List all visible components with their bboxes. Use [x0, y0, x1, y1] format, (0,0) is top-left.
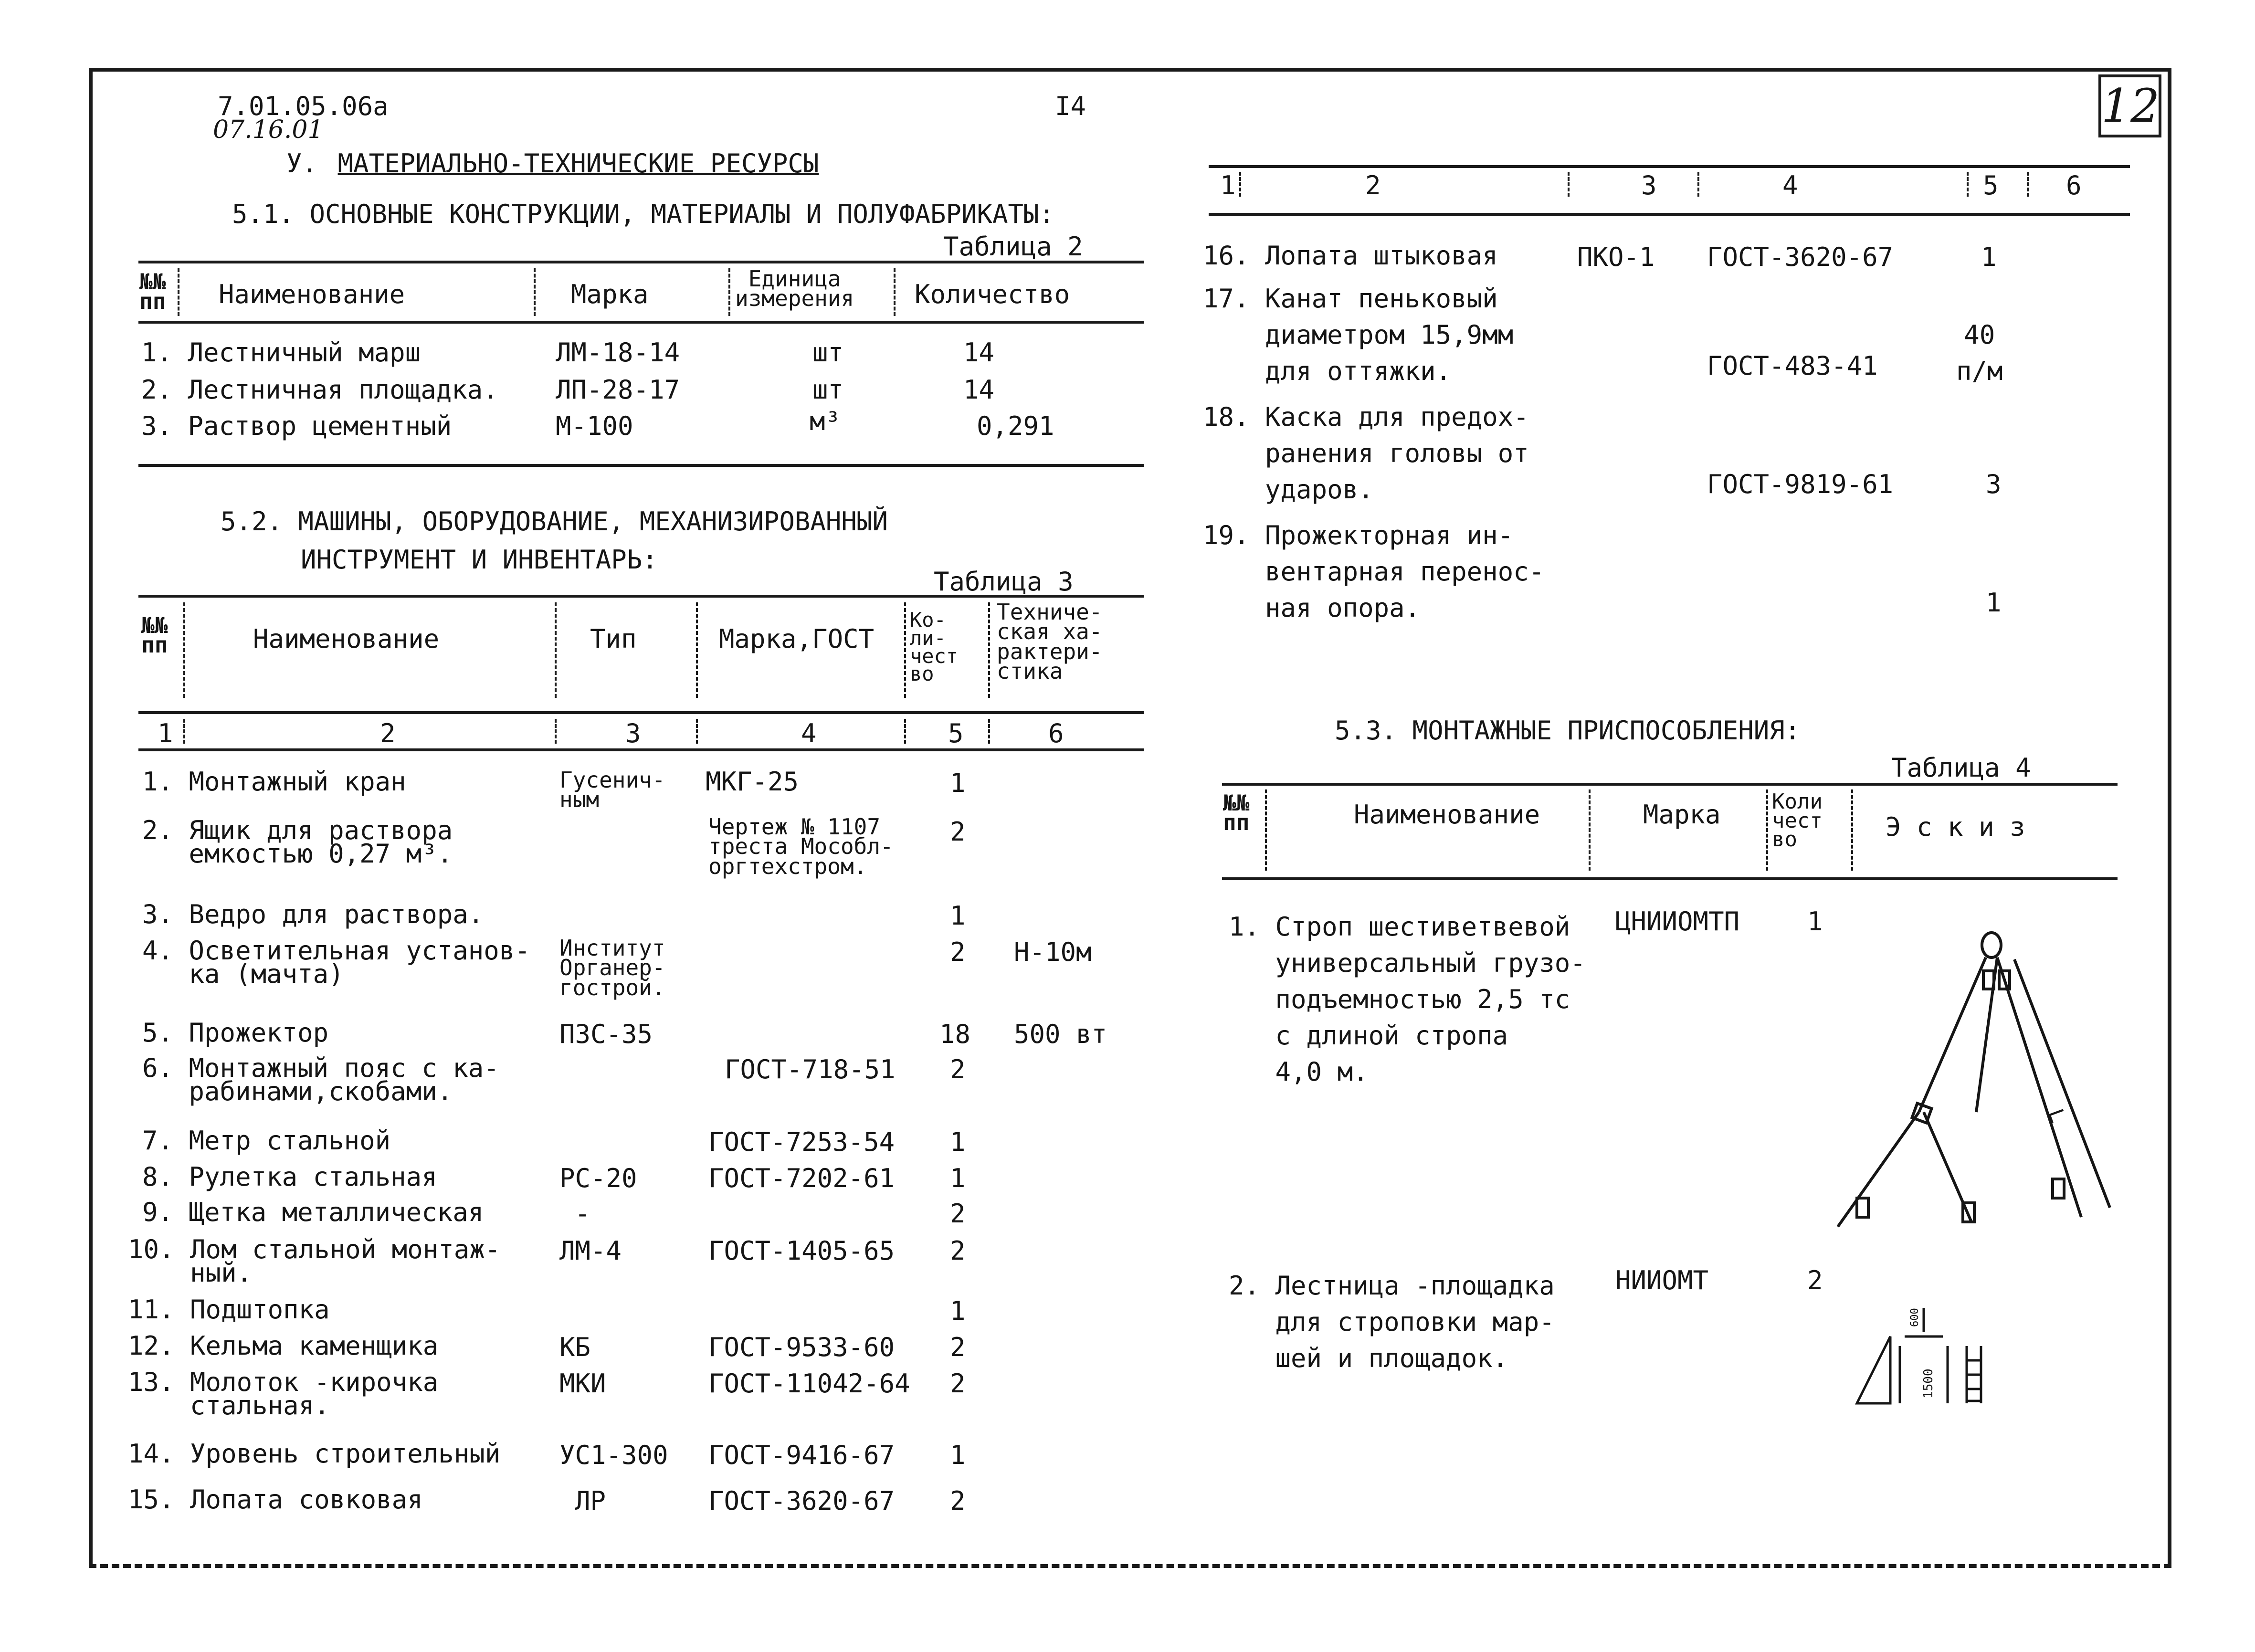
table3-row-qty: 2 [950, 1368, 966, 1399]
table3-cont-divider [1568, 172, 1570, 197]
table3-divider [988, 719, 990, 744]
table3-cont-divider [2027, 172, 2029, 197]
table2-divider [728, 268, 730, 316]
table3-row-type: КБ [559, 1332, 591, 1362]
table2-row-unit: м³ [810, 406, 841, 436]
section-title-text: МАТЕРИАЛЬНО-ТЕХНИЧЕСКИЕ РЕСУРСЫ [337, 148, 819, 179]
section-title-prefix: У. [286, 148, 318, 179]
table3-header-name: Наименование [253, 624, 440, 654]
table3-row-mark: ГОСТ-7202-61 [708, 1163, 895, 1193]
table3-row-qty: 1 [950, 768, 966, 798]
section-title [286, 148, 819, 179]
table3-row-type: УС1-300 [559, 1440, 668, 1470]
table2-caption: Таблица 2 [943, 231, 1083, 262]
table3-cont-row-name: 19. Прожекторная ин- вентарная перенос- ная опора. [1203, 520, 1545, 623]
table2-row-name: 2. Лестничная площадка. [141, 375, 498, 405]
sling-sketch [1823, 931, 2129, 1246]
table2-header-num: №№ пп [139, 269, 166, 315]
table2-header-mark: Марка [571, 279, 649, 309]
table3-cont-row-name: 16. Лопата штыковая [1203, 241, 1498, 271]
table3-cont-row-qty: 3 [1986, 469, 2002, 499]
table3-row-name: 2. Ящик для раствора емкостью 0,27 м³. [142, 815, 453, 869]
subsection-5-1-title: 5.1. ОСНОВНЫЕ КОНСТРУКЦИИ, МАТЕРИАЛЫ И ПОЛУФАБРИКАТЫ: [232, 199, 1055, 229]
table3-cont-row-type: ПКО-1 [1577, 242, 1655, 272]
table4-row-qty: 1 [1807, 906, 1823, 936]
table3-row-type: РС-20 [559, 1163, 637, 1193]
table3-divider [904, 602, 906, 698]
table3-row-qty: 1 [950, 1127, 966, 1157]
table3-cont-row-name: 17. Канат пеньковый диаметром 15,9мм для оттяжки. [1203, 284, 1514, 386]
table3-header-rule [138, 711, 1144, 714]
table3-row-qty: 1 [950, 1163, 966, 1193]
table3-cont-header-rule [1209, 213, 2130, 216]
table3-row-qty: 2 [950, 1332, 966, 1362]
table3-cont-colnum: 2 [1365, 170, 1381, 200]
table2-row-name: 3. Раствор цементный [141, 411, 452, 441]
handwritten-code: 07.16.01 [213, 116, 324, 144]
table3-row-type: Институт Органер- гострой. [559, 935, 665, 1000]
ladder-dim-top: 600 [1909, 1308, 1921, 1327]
table3-divider [904, 719, 906, 744]
table3-cont-row-mark: ГОСТ-483-41 [1707, 351, 1878, 381]
table3-row-mark: ГОСТ-3620-67 [708, 1486, 895, 1516]
table3-row-name: 15. Лопата совковая [128, 1484, 423, 1515]
table3-row-name: 9. Щетка металлическая [142, 1197, 484, 1227]
table4-header-mark: Марка [1643, 800, 1721, 830]
table3-header-num: №№ пп [141, 612, 168, 658]
table3-cont-row-qty: 40 п/м [1956, 320, 2003, 386]
table3-row-qty: 2 [950, 1236, 966, 1266]
table3-row-qty: 2 [950, 937, 966, 967]
table3-row-mark: ГОСТ-1405-65 [708, 1236, 895, 1266]
table2-header-qty: Количество [915, 279, 1070, 309]
table3-row-type: Гусенич- ным [559, 767, 665, 813]
ladder-dim-height: 1500 [1921, 1368, 1936, 1399]
table4-row-name: 2. Лестница -площадка для строповки мар- шей и площадок. [1229, 1271, 1555, 1373]
table4-row-name: 1. Строп шестиветвевой универсальный грузо- подъемностью 2,5 тс с длиной стропа 4,0 м. [1229, 912, 1586, 1087]
table2-top-rule [138, 261, 1144, 263]
table4-header-name: Наименование [1354, 800, 1540, 830]
doc-code: 7.01.05.06а [218, 91, 389, 121]
table3-caption: Таблица 3 [934, 567, 1074, 597]
table3-header-char: Техниче- ская ха- рактери- стика [997, 599, 1103, 684]
table2-row-mark: ЛП-28-17 [556, 375, 680, 405]
table3-row-mark: ГОСТ-9533-60 [708, 1332, 895, 1362]
table4-row-mark: НИИОМТ [1615, 1265, 1709, 1295]
table2-row-unit: шт [812, 375, 844, 405]
table3-row-qty: 2 [950, 1199, 966, 1229]
table3-cont-row-name: 18. Каска для предох- ранения головы от ударов. [1203, 402, 1529, 505]
table3-row-name: 13. Молоток -кирочка стальная. [128, 1367, 439, 1421]
table3-divider [183, 602, 185, 698]
table3-top-rule [138, 595, 1144, 598]
table3-cont-colnum: 4 [1782, 170, 1798, 200]
table4-row-qty: 2 [1807, 1265, 1823, 1295]
table3-cont-divider [1697, 172, 1699, 197]
table3-row-name: 10. Лом стальной монтаж- ный. [128, 1234, 501, 1288]
table4-divider [1589, 789, 1591, 871]
table4-caption: Таблица 4 [1891, 753, 2031, 783]
table3-colnum: 3 [625, 718, 641, 748]
table3-row-type: МКИ [559, 1368, 606, 1399]
table3-cont-top-rule [1209, 165, 2130, 168]
table2-row-mark: М-100 [556, 411, 633, 441]
table3-cont-row-mark: ГОСТ-9819-61 [1707, 469, 1894, 499]
sling-length-label: L [2043, 1105, 2070, 1126]
table3-row-qty: 2 [950, 817, 966, 847]
table3-row-mark: Чертеж № 1107 треста Мособл- оргтехстром. [708, 814, 894, 879]
table2-divider [178, 268, 179, 316]
table3-colnum-rule [138, 748, 1144, 751]
table3-row-name: 11. Подштопка [128, 1294, 330, 1325]
table3-cont-row-mark: ГОСТ-3620-67 [1707, 242, 1894, 272]
table3-row-mark: МКГ-25 [706, 767, 799, 797]
table3-row-mark: ГОСТ-718-51 [725, 1054, 896, 1084]
table2-row-qty: 0,291 [977, 411, 1054, 441]
table3-cont-divider [1239, 172, 1241, 197]
table3-cont-divider [1967, 172, 1969, 197]
table3-cont-colnum: 3 [1641, 170, 1657, 200]
table3-row-mark: ГОСТ-9416-67 [708, 1440, 895, 1470]
table4-divider [1851, 789, 1853, 871]
subsection-5-3-title: 5.3. МОНТАЖНЫЕ ПРИСПОСОБЛЕНИЯ: [1335, 716, 1801, 746]
table3-row-char: 500 вт [1014, 1019, 1107, 1049]
table2-divider [894, 268, 896, 316]
table2-bottom-rule [138, 464, 1144, 467]
subsection-5-2-title-line1: 5.2. МАШИНЫ, ОБОРУДОВАНИЕ, МЕХАНИЗИРОВАННЫЙ [221, 506, 888, 537]
table3-colnum: 1 [158, 718, 173, 748]
table3-header-qty: Ко- ли- чест во [910, 608, 959, 686]
table4-header-qty: Коли чест во [1772, 789, 1823, 852]
table3-colnum: 4 [801, 718, 817, 748]
table3-row-type: - [575, 1199, 590, 1229]
table3-divider [696, 719, 698, 744]
table3-cont-row-qty: 1 [1981, 242, 1997, 272]
table2-header-unit: Единица измерения [735, 266, 854, 312]
table3-row-name: 5. Прожектор [142, 1018, 329, 1048]
table3-row-qty: 18 [939, 1019, 971, 1049]
table3-colnum: 5 [948, 718, 964, 748]
table3-row-mark: ГОСТ-11042-64 [708, 1368, 910, 1399]
table3-cont-row-qty: 1 [1986, 588, 2002, 618]
table3-divider [555, 602, 557, 698]
table3-divider [555, 719, 557, 744]
table4-row-mark: ЦНИИОМТП [1615, 906, 1740, 936]
table3-row-qty: 1 [950, 1296, 966, 1326]
table3-cont-colnum: 5 [1983, 170, 1999, 200]
table2-row-qty: 14 [963, 375, 995, 405]
subsection-5-2-title-line2: ИНСТРУМЕНТ И ИНВЕНТАРЬ: [301, 545, 658, 575]
table2-divider [534, 268, 536, 316]
table2-header-rule [138, 321, 1144, 324]
table3-divider [988, 602, 990, 698]
ladder-sketch [1852, 1298, 2010, 1408]
sheet-number: I4 [1055, 91, 1086, 121]
table4-divider [1265, 789, 1267, 871]
table3-row-name: 7. Метр стальной [142, 1126, 391, 1156]
table4-divider [1766, 789, 1768, 871]
table3-colnum: 6 [1048, 718, 1064, 748]
table3-row-qty: 1 [950, 1440, 966, 1470]
table2-row-unit: шт [812, 337, 844, 368]
table3-row-name: 12. Кельма каменщика [128, 1331, 439, 1361]
table3-row-qty: 2 [950, 1054, 966, 1084]
table3-row-name: 14. Уровень строительный [128, 1439, 501, 1469]
table3-row-name: 1. Монтажный кран [142, 767, 406, 797]
table3-row-name: 3. Ведро для раствора. [142, 899, 484, 929]
table3-colnum: 2 [380, 718, 396, 748]
table3-divider [183, 719, 185, 744]
table3-cont-colnum: 6 [2066, 170, 2082, 200]
table3-row-name: 6. Монтажный пояс с ка- рабинами,скобами. [142, 1053, 499, 1106]
table2-row-name: 1. Лестничный марш [141, 337, 421, 368]
table4-top-rule [1222, 783, 2118, 786]
table3-row-mark: ГОСТ-7253-54 [708, 1127, 895, 1157]
table4-header-num: №№ пп [1223, 790, 1250, 836]
table2-row-mark: ЛМ-18-14 [556, 337, 680, 368]
table3-row-type: ЛР [575, 1486, 606, 1516]
table3-row-qty: 1 [950, 901, 966, 931]
table3-header-type: Тип [590, 624, 637, 654]
table3-row-type: ЛМ-4 [559, 1236, 622, 1266]
table3-row-char: Н-10м [1014, 937, 1092, 967]
table3-cont-colnum: 1 [1220, 170, 1236, 200]
table3-divider [696, 602, 698, 698]
page-number-box: 12 [2098, 74, 2161, 137]
table3-row-name: 4. Осветительная установ- ка (мачта) [142, 936, 530, 989]
table3-row-name: 8. Рулетка стальная [142, 1162, 437, 1192]
table2-row-qty: 14 [963, 337, 995, 368]
table4-header-rule [1222, 877, 2118, 880]
table3-header-mark: Марка,ГОСТ [719, 624, 875, 654]
table4-header-sketch: Э с к и з [1886, 812, 2025, 842]
table2-header-name: Наименование [219, 279, 405, 309]
table3-row-type: ПЗС-35 [559, 1019, 653, 1049]
table3-row-qty: 2 [950, 1486, 966, 1516]
